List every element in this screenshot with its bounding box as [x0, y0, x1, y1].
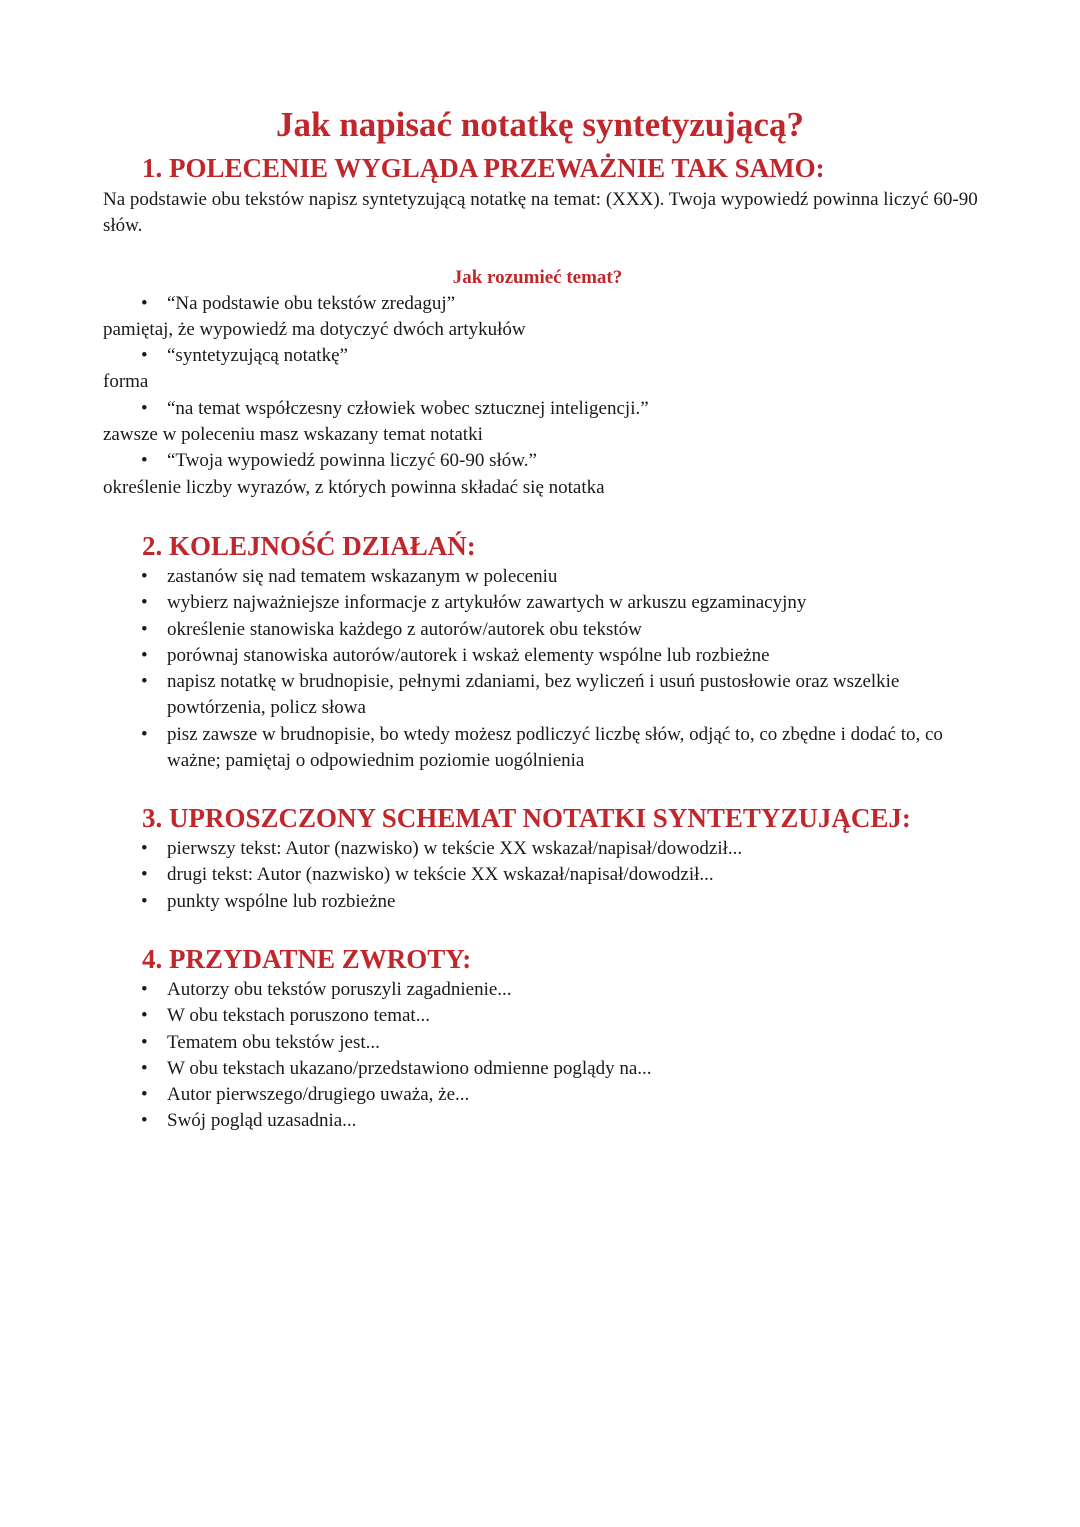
quote-item-3 [167, 396, 977, 422]
quote-explanation: forma [103, 371, 149, 392]
list-item: • drugi tekst: Autor (nazwisko) w tekście XX wskazał/napisał/dowodził... [167, 862, 977, 888]
quote-explanation: określenie liczby wyrazów, z których powinna składać się notatka [103, 477, 605, 498]
section-1-heading: 1. POLECENIE WYGLĄDA PRZEWAŻNIE TAK SAMO: [142, 153, 825, 183]
quote-item-2 [167, 343, 977, 369]
list-item: • Swój pogląd uzasadnia... [167, 1108, 977, 1134]
section-3-list [167, 836, 977, 915]
section-1-text: Na podstawie obu tekstów napisz syntetyzującą notatkę na temat: (XXX). Twoja wypowiedź powinna liczyć 60-90 słów. [103, 189, 978, 236]
list-item: • W obu tekstach poruszono temat... [167, 1003, 977, 1029]
section-2-list [167, 564, 977, 774]
quote-item-1 [167, 291, 977, 317]
list-item: • określenie stanowiska każdego z autorów/autorek obu tekstów [167, 617, 977, 643]
section-4-list [167, 977, 977, 1135]
list-item: • porównaj stanowiska autorów/autorek i wskaż elementy wspólne lub rozbieżne [167, 643, 977, 669]
list-item: • wybierz najważniejsze informacje z artykułów zawartych w arkuszu egzaminacyjny [167, 590, 977, 616]
section-3-heading: 3. UPROSZCZONY SCHEMAT NOTATKI SYNTETYZUJĄCEJ: [142, 803, 911, 833]
section-2-heading: 2. KOLEJNOŚĆ DZIAŁAŃ: [142, 531, 476, 561]
quote-text: • “Twoja wypowiedź powinna liczyć 60-90 słów.” [167, 448, 977, 474]
quote-text: • “syntetyzującą notatkę” [167, 343, 977, 369]
quote-explanation: zawsze w poleceniu masz wskazany temat notatki [103, 424, 483, 445]
quote-text: • “Na podstawie obu tekstów zredaguj” [167, 291, 977, 317]
section-1-subheading: Jak rozumieć temat? [452, 267, 623, 288]
list-item: • Autor pierwszego/drugiego uważa, że... [167, 1082, 977, 1108]
list-item: • Autorzy obu tekstów poruszyli zagadnienie... [167, 977, 977, 1003]
page-title: Jak napisać notatkę syntetyzującą? [276, 105, 804, 144]
list-item: • W obu tekstach ukazano/przedstawiono odmienne poglądy na... [167, 1056, 977, 1082]
quote-item-4 [167, 448, 977, 474]
quote-text: • “na temat współczesny człowiek wobec sztucznej inteligencji.” [167, 396, 977, 422]
list-item: • pisz zawsze w brudnopisie, bo wtedy możesz podliczyć liczbę słów, odjąć to, co zbędne i dodać to, co ważne; pamiętaj o odpowiednim poziomie uogólnienia [167, 722, 977, 775]
quote-explanation: pamiętaj, że wypowiedź ma dotyczyć dwóch artykułów [103, 319, 526, 340]
list-item: • punkty wspólne lub rozbieżne [167, 889, 977, 915]
list-item: • Tematem obu tekstów jest... [167, 1030, 977, 1056]
section-4-heading: 4. PRZYDATNE ZWROTY: [142, 944, 472, 974]
list-item: • zastanów się nad tematem wskazanym w poleceniu [167, 564, 977, 590]
list-item: • napisz notatkę w brudnopisie, pełnymi zdaniami, bez wyliczeń i usuń pustosłowie oraz wszelkie powtórzenia, policz słowa [167, 669, 977, 722]
list-item: • pierwszy tekst: Autor (nazwisko) w tekście XX wskazał/napisał/dowodził... [167, 836, 977, 862]
